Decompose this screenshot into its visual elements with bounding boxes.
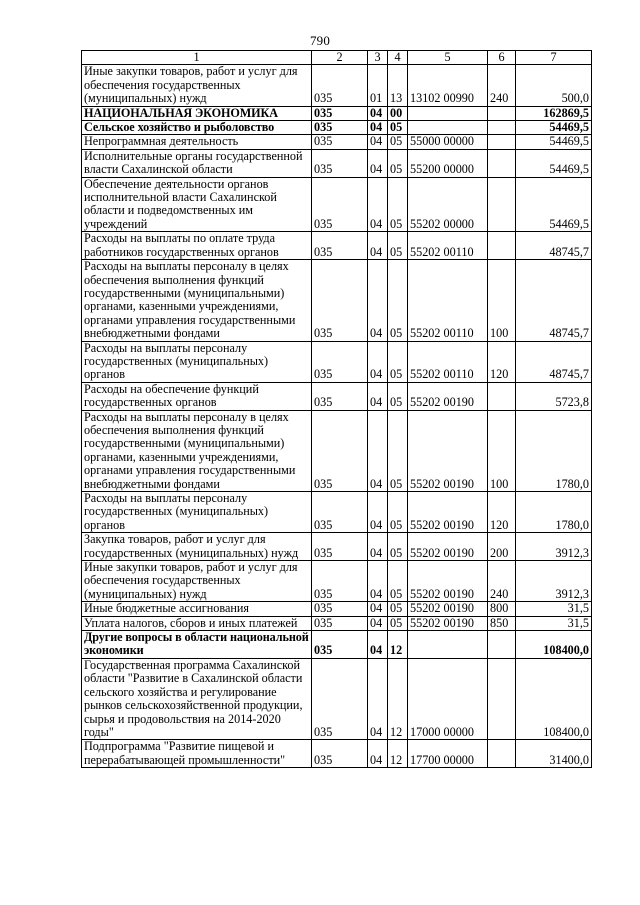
- budget-table: [81, 50, 592, 768]
- section-code-cell: 04: [368, 232, 388, 260]
- table-row: [82, 561, 592, 602]
- subsection-code-cell: 12: [388, 658, 408, 739]
- section-code-cell: 04: [368, 121, 388, 135]
- subsection-code-cell: 12: [388, 631, 408, 659]
- row-name-cell: Иные закупки товаров, работ и услуг для обеспечения государственных (муниципальных) нужд: [82, 561, 312, 602]
- header-cell-4: 4: [388, 51, 408, 65]
- header-row: [82, 51, 592, 65]
- expense-type-cell: 120: [488, 492, 516, 533]
- amount-cell: 3912,3: [516, 561, 592, 602]
- amount-cell: 1780,0: [516, 410, 592, 491]
- subsection-code-cell: 05: [388, 602, 408, 616]
- target-article-cell: 17000 00000: [408, 658, 488, 739]
- row-name-cell: Другие вопросы в области национальной экономики: [82, 631, 312, 659]
- section-code-cell: 04: [368, 106, 388, 120]
- admin-code-cell: 035: [312, 135, 368, 149]
- target-article-cell: 55202 00190: [408, 561, 488, 602]
- amount-cell: 31400,0: [516, 740, 592, 768]
- target-article-cell: 55202 00190: [408, 492, 488, 533]
- amount-cell: 31,5: [516, 616, 592, 630]
- target-article-cell: 17700 00000: [408, 740, 488, 768]
- row-name-cell: Исполнительные органы государственной власти Сахалинской области: [82, 149, 312, 177]
- header-cell-6: 6: [488, 51, 516, 65]
- header-cell-5: 5: [408, 51, 488, 65]
- table-row: [82, 177, 592, 232]
- admin-code-cell: 035: [312, 121, 368, 135]
- target-article-cell: 55202 00110: [408, 341, 488, 382]
- section-code-cell: 04: [368, 260, 388, 341]
- target-article-cell: 55202 00000: [408, 177, 488, 232]
- table-row: [82, 260, 592, 341]
- table-row: [82, 533, 592, 561]
- row-name-cell: Иные бюджетные ассигнования: [82, 602, 312, 616]
- subsection-code-cell: 00: [388, 106, 408, 120]
- expense-type-cell: 100: [488, 410, 516, 491]
- admin-code-cell: 035: [312, 382, 368, 410]
- section-code-cell: 04: [368, 740, 388, 768]
- expense-type-cell: [488, 177, 516, 232]
- subsection-code-cell: 05: [388, 341, 408, 382]
- target-article-cell: 55202 00110: [408, 260, 488, 341]
- expense-type-cell: [488, 740, 516, 768]
- table-row: [82, 65, 592, 106]
- header-cell-1: 1: [82, 51, 312, 65]
- target-article-cell: 13102 00990: [408, 65, 488, 106]
- row-name-cell: Обеспечение деятельности органов исполнительной власти Сахалинской области и подведомственных им учреждений: [82, 177, 312, 232]
- section-code-cell: 04: [368, 631, 388, 659]
- expense-type-cell: 240: [488, 561, 516, 602]
- admin-code-cell: 035: [312, 533, 368, 561]
- subsection-code-cell: 05: [388, 232, 408, 260]
- subsection-code-cell: 13: [388, 65, 408, 106]
- subsection-code-cell: 05: [388, 410, 408, 491]
- section-code-cell: 04: [368, 382, 388, 410]
- expense-type-cell: [488, 149, 516, 177]
- expense-type-cell: [488, 232, 516, 260]
- table-row: [82, 410, 592, 491]
- subsection-code-cell: 12: [388, 740, 408, 768]
- amount-cell: 48745,7: [516, 260, 592, 341]
- section-code-cell: 04: [368, 341, 388, 382]
- amount-cell: 3912,3: [516, 533, 592, 561]
- expense-type-cell: 240: [488, 65, 516, 106]
- subsection-code-cell: 05: [388, 382, 408, 410]
- expense-type-cell: [488, 658, 516, 739]
- page-number: 790: [309, 33, 331, 48]
- expense-type-cell: [488, 382, 516, 410]
- subsection-code-cell: 05: [388, 492, 408, 533]
- header-cell-7: 7: [516, 51, 592, 65]
- row-name-cell: Расходы на обеспечение функций государственных органов: [82, 382, 312, 410]
- target-article-cell: 55202 00190: [408, 533, 488, 561]
- row-name-cell: Расходы на выплаты персоналу государственных (муниципальных) органов: [82, 492, 312, 533]
- table-row: [82, 658, 592, 739]
- target-article-cell: 55202 00190: [408, 382, 488, 410]
- subsection-code-cell: 05: [388, 561, 408, 602]
- row-name-cell: НАЦИОНАЛЬНАЯ ЭКОНОМИКА: [82, 106, 312, 120]
- amount-cell: 108400,0: [516, 631, 592, 659]
- expense-type-cell: [488, 121, 516, 135]
- table-row: [82, 106, 592, 120]
- amount-cell: 48745,7: [516, 341, 592, 382]
- expense-type-cell: 800: [488, 602, 516, 616]
- target-article-cell: 55200 00000: [408, 149, 488, 177]
- target-article-cell: 55000 00000: [408, 135, 488, 149]
- expense-type-cell: [488, 631, 516, 659]
- section-code-cell: 04: [368, 492, 388, 533]
- target-article-cell: 55202 00190: [408, 410, 488, 491]
- amount-cell: 1780,0: [516, 492, 592, 533]
- section-code-cell: 04: [368, 533, 388, 561]
- target-article-cell: [408, 121, 488, 135]
- table-row: [82, 341, 592, 382]
- admin-code-cell: 035: [312, 740, 368, 768]
- subsection-code-cell: 05: [388, 121, 408, 135]
- section-code-cell: 04: [368, 602, 388, 616]
- section-code-cell: 04: [368, 149, 388, 177]
- amount-cell: 54469,5: [516, 149, 592, 177]
- row-name-cell: Подпрограмма "Развитие пищевой и перерабатывающей промышленности": [82, 740, 312, 768]
- table-row: [82, 492, 592, 533]
- section-code-cell: 04: [368, 177, 388, 232]
- subsection-code-cell: 05: [388, 616, 408, 630]
- row-name-cell: Сельское хозяйство и рыболовство: [82, 121, 312, 135]
- expense-type-cell: [488, 106, 516, 120]
- admin-code-cell: 035: [312, 232, 368, 260]
- subsection-code-cell: 05: [388, 149, 408, 177]
- amount-cell: 54469,5: [516, 121, 592, 135]
- section-code-cell: 01: [368, 65, 388, 106]
- amount-cell: 500,0: [516, 65, 592, 106]
- amount-cell: 5723,8: [516, 382, 592, 410]
- row-name-cell: Расходы на выплаты персоналу в целях обеспечения выполнения функций государственными (муниципальными) органами, казенными учреждениями, органами управления государственными внебюджетными фондами: [82, 260, 312, 341]
- amount-cell: 31,5: [516, 602, 592, 616]
- expense-type-cell: 120: [488, 341, 516, 382]
- row-name-cell: Государственная программа Сахалинской области "Развитие в Сахалинской области сельского хозяйства и регулирование рынков сельскохозяйственной продукции, сырья и продовольствия на 2014-2020 годы": [82, 658, 312, 739]
- table-row: [82, 740, 592, 768]
- target-article-cell: [408, 106, 488, 120]
- table-row: [82, 232, 592, 260]
- header-cell-3: 3: [368, 51, 388, 65]
- subsection-code-cell: 05: [388, 177, 408, 232]
- section-code-cell: 04: [368, 658, 388, 739]
- section-code-cell: 04: [368, 561, 388, 602]
- admin-code-cell: 035: [312, 561, 368, 602]
- expense-type-cell: 850: [488, 616, 516, 630]
- amount-cell: 54469,5: [516, 177, 592, 232]
- target-article-cell: 55202 00190: [408, 616, 488, 630]
- row-name-cell: Уплата налогов, сборов и иных платежей: [82, 616, 312, 630]
- admin-code-cell: 035: [312, 149, 368, 177]
- row-name-cell: Расходы на выплаты персоналу в целях обеспечения выполнения функций государственными (муниципальными) органами, казенными учреждениями, органами управления государственными внебюджетными фондами: [82, 410, 312, 491]
- table-row: [82, 602, 592, 616]
- section-code-cell: 04: [368, 616, 388, 630]
- admin-code-cell: 035: [312, 616, 368, 630]
- table-row: [82, 616, 592, 630]
- admin-code-cell: 035: [312, 65, 368, 106]
- amount-cell: 108400,0: [516, 658, 592, 739]
- target-article-cell: 55202 00110: [408, 232, 488, 260]
- subsection-code-cell: 05: [388, 135, 408, 149]
- expense-type-cell: 100: [488, 260, 516, 341]
- admin-code-cell: 035: [312, 658, 368, 739]
- header-cell-2: 2: [312, 51, 368, 65]
- admin-code-cell: 035: [312, 602, 368, 616]
- row-name-cell: Расходы на выплаты по оплате труда работников государственных органов: [82, 232, 312, 260]
- expense-type-cell: [488, 135, 516, 149]
- table-row: [82, 149, 592, 177]
- admin-code-cell: 035: [312, 410, 368, 491]
- row-name-cell: Иные закупки товаров, работ и услуг для обеспечения государственных (муниципальных) нужд: [82, 65, 312, 106]
- admin-code-cell: 035: [312, 341, 368, 382]
- amount-cell: 48745,7: [516, 232, 592, 260]
- admin-code-cell: 035: [312, 177, 368, 232]
- expense-type-cell: 200: [488, 533, 516, 561]
- admin-code-cell: 035: [312, 492, 368, 533]
- table-row: [82, 631, 592, 659]
- admin-code-cell: 035: [312, 106, 368, 120]
- amount-cell: 162869,5: [516, 106, 592, 120]
- admin-code-cell: 035: [312, 260, 368, 341]
- section-code-cell: 04: [368, 135, 388, 149]
- row-name-cell: Закупка товаров, работ и услуг для государственных (муниципальных) нужд: [82, 533, 312, 561]
- table-row: [82, 135, 592, 149]
- target-article-cell: [408, 631, 488, 659]
- section-code-cell: 04: [368, 410, 388, 491]
- subsection-code-cell: 05: [388, 260, 408, 341]
- row-name-cell: Непрограммная деятельность: [82, 135, 312, 149]
- amount-cell: 54469,5: [516, 135, 592, 149]
- row-name-cell: Расходы на выплаты персоналу государственных (муниципальных) органов: [82, 341, 312, 382]
- table-row: [82, 382, 592, 410]
- target-article-cell: 55202 00190: [408, 602, 488, 616]
- table-row: [82, 121, 592, 135]
- admin-code-cell: 035: [312, 631, 368, 659]
- subsection-code-cell: 05: [388, 533, 408, 561]
